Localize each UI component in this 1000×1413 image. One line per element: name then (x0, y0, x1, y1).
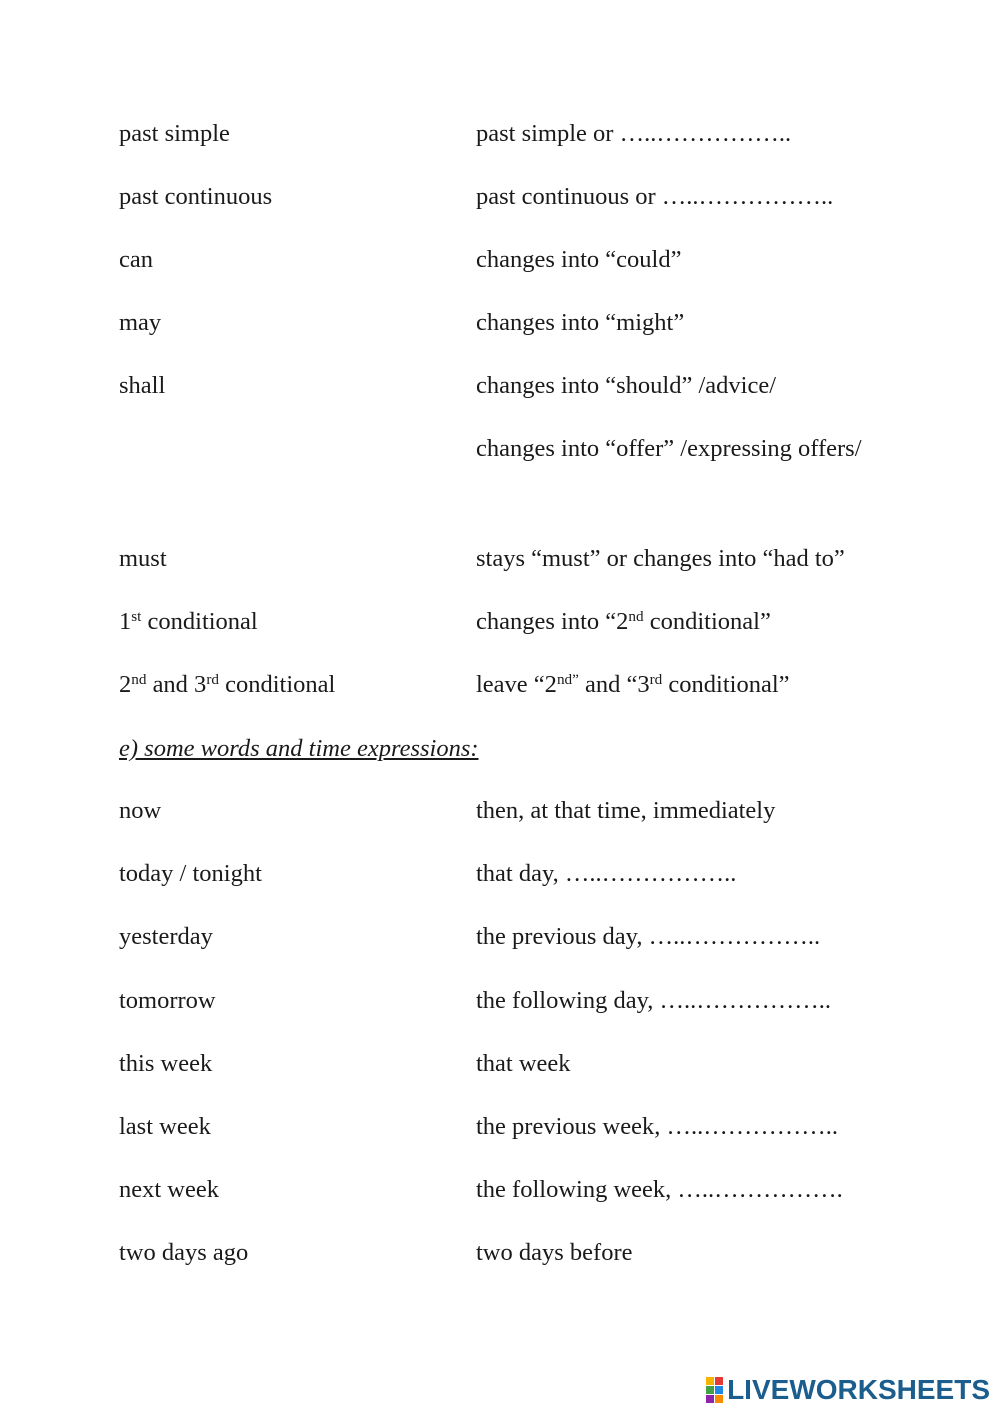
time-expression-direct: two days ago (119, 1239, 249, 1266)
time-expression-direct: yesterday (119, 923, 213, 950)
time-expression-reported: the following week, …..……………. (476, 1176, 843, 1203)
time-expression-reported: the previous day, …..…………….. (476, 923, 821, 950)
time-expression-direct: tomorrow (119, 987, 216, 1014)
logo-square (706, 1386, 714, 1394)
tense-reported: changes into “might” (476, 309, 685, 336)
tense-reported: changes into “should” /advice/ (476, 372, 777, 399)
liveworksheets-logo (706, 1375, 990, 1405)
section-heading: e) some words and time expressions: (119, 735, 479, 762)
tense-original: can (119, 246, 153, 273)
tense-reported: stays “must” or changes into “had to” (476, 545, 845, 572)
time-expression-reported: that day, …..…………….. (476, 860, 737, 887)
time-expression-direct: today / tonight (119, 860, 262, 887)
time-expression-reported: the following day, …..…………….. (476, 987, 831, 1014)
tense-original: past simple (119, 120, 230, 147)
logo-square (715, 1395, 723, 1403)
time-expression-direct: last week (119, 1113, 211, 1140)
tense-reported: past continuous or …..…………….. (476, 183, 834, 210)
conditional-left: 2nd and 3rd conditional (119, 670, 336, 698)
tense-original: past continuous (119, 183, 273, 210)
conditional-left: 1st conditional (119, 607, 258, 635)
logo-square (715, 1377, 723, 1385)
tense-original: must (119, 545, 167, 572)
tense-original: may (119, 309, 162, 336)
time-expression-reported: that week (476, 1050, 571, 1077)
tense-reported: changes into “offer” /expressing offers/ (476, 435, 862, 462)
tense-original: shall (119, 372, 166, 399)
time-expression-reported: two days before (476, 1239, 633, 1266)
logo-text: LIVEWORKSHEETS (727, 1374, 990, 1405)
logo-square (715, 1386, 723, 1394)
time-expression-reported: the previous week, …..…………….. (476, 1113, 838, 1140)
tense-reported: past simple or …..…………….. (476, 120, 792, 147)
logo-square (706, 1377, 714, 1385)
logo-square (706, 1395, 714, 1403)
conditional-right: changes into “2nd conditional” (476, 607, 771, 635)
time-expression-reported: then, at that time, immediately (476, 797, 776, 824)
time-expression-direct: this week (119, 1050, 213, 1077)
logo-mark-icon (706, 1377, 723, 1403)
conditional-right: leave “$2^{nd”}$ and “3rd conditional” (476, 670, 790, 698)
tense-reported: changes into “could” (476, 246, 682, 273)
time-expression-direct: now (119, 797, 162, 824)
time-expression-direct: next week (119, 1176, 219, 1203)
